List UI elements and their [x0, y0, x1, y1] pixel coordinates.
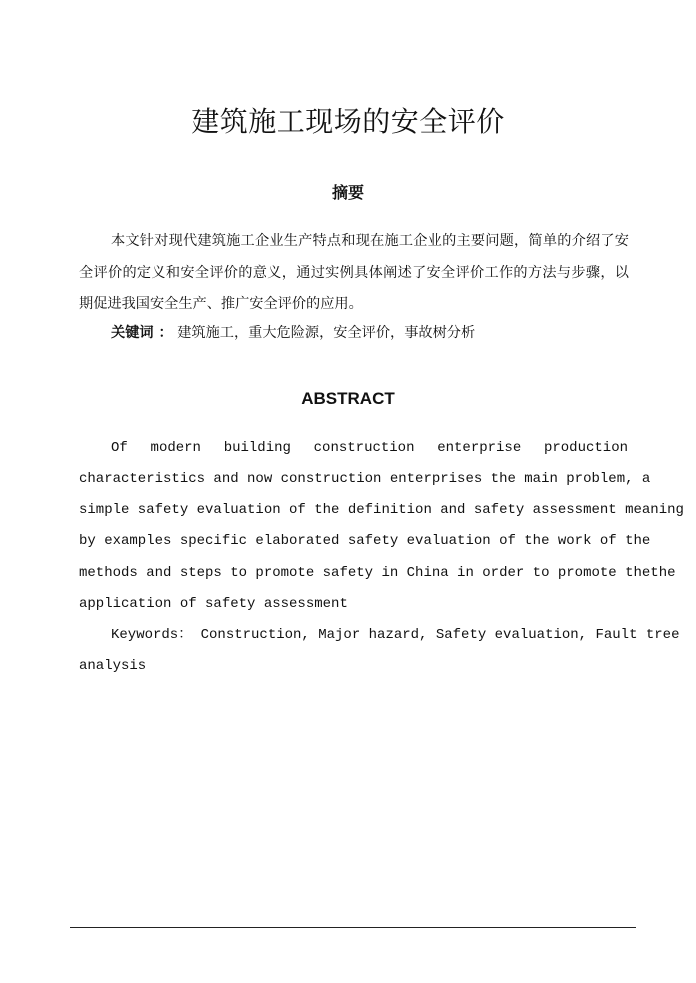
chinese-keywords — [111, 318, 475, 349]
chinese-keywords-value: 建筑施工，重大危险源，安全评价，事故树分析 — [177, 325, 476, 341]
english-abstract-line-6: application of safety assessment — [79, 596, 348, 612]
english-keywords-line-1: Keywords： Construction, Major hazard, Safety evaluation, Fault tree — [111, 627, 680, 643]
chinese-abstract-heading: 摘要 — [331, 183, 364, 202]
chinese-keywords-label: 关键词 ： — [111, 325, 173, 341]
chinese-abstract-body: 本文针对现代建筑施工企业生产特点和现在施工企业的主要问题，简单的介绍了安全评价的定义和安全评价的意义，通过实例具体阐述了安全评价工作的方法与步骤，以期促进我国安全生产、推广安全评价的应用。 — [79, 233, 629, 312]
english-keywords-line-2: analysis — [79, 658, 147, 674]
english-abstract-line-2: characteristics and now construction enterprises the main problem, a — [79, 471, 651, 487]
english-abstract-heading: ABSTRACT — [301, 389, 395, 408]
english-abstract-line-1: Of modern building construction enterprise production — [111, 440, 628, 456]
english-abstract-line-3: simple safety evaluation of the definition and safety assessment meaning — [79, 502, 684, 518]
english-abstract-line-5: methods and steps to promote safety in China in order to promote thethe — [79, 565, 676, 581]
document-title: 建筑施工现场的安全评价 — [191, 105, 505, 138]
footer-divider — [70, 927, 636, 928]
english-abstract-line-4: by examples specific elaborated safety evaluation of the work of the — [79, 533, 651, 549]
